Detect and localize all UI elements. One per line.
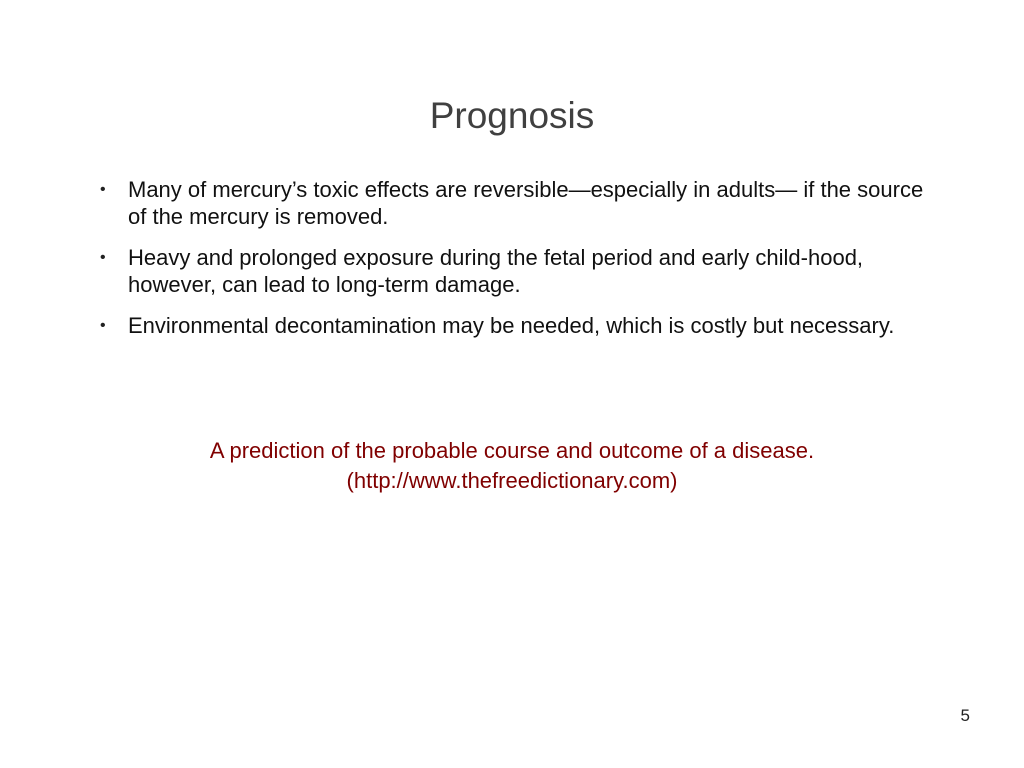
definition-source: (http://www.thefreedictionary.com) <box>346 468 678 493</box>
bullet-dot-icon: • <box>100 249 106 266</box>
definition-block <box>0 436 1024 496</box>
bullet-text: Many of mercury’s toxic effects are reversible—especially in adults— if the source of the mercury is removed. <box>128 177 924 229</box>
bullet-list <box>100 176 930 353</box>
definition-text: A prediction of the probable course and outcome of a disease. <box>209 438 815 463</box>
bullet-item <box>100 176 930 230</box>
page-number: 5 <box>960 706 970 725</box>
bullet-text: Environmental decontamination may be needed, which is costly but necessary. <box>128 313 895 338</box>
bullet-dot-icon: • <box>100 181 106 198</box>
bullet-text: Heavy and prolonged exposure during the fetal period and early child-hood, however, can lead to long-term damage. <box>128 245 864 297</box>
slide-title: Prognosis <box>429 95 595 136</box>
bullet-item <box>100 312 930 339</box>
bullet-item <box>100 244 930 298</box>
bullet-dot-icon: • <box>100 317 106 334</box>
